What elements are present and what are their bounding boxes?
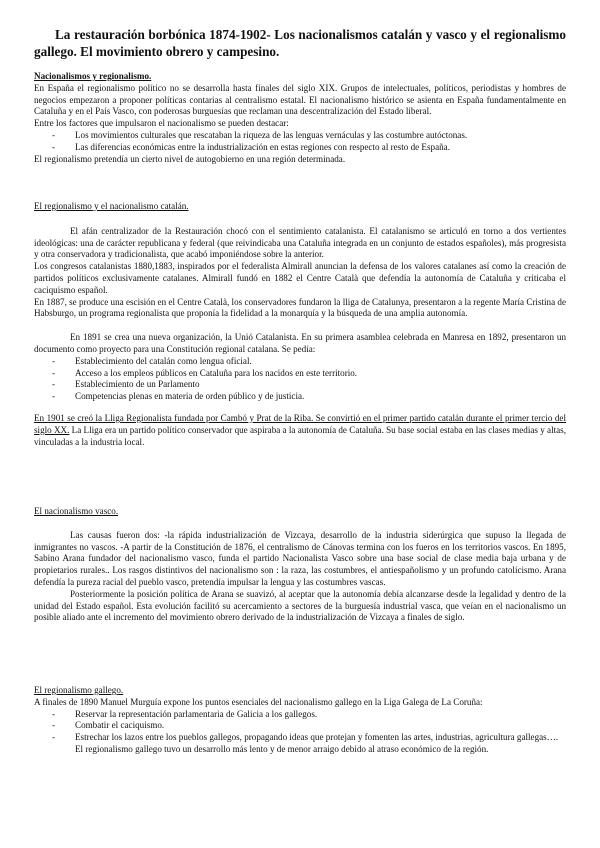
underlined-text: En 1901 se creó la Lliga Regionalista fundada por Cambó y Prat de la Riba. Se convirtió en el primer partido catalán durante el primer tercio del siglo XX. [34,412,566,435]
section-heading: El regionalismo y el nacionalismo catalán. [34,201,189,211]
list-item: - Competencias plenas en materia de orden público y de justicia. [34,391,566,403]
paragraph: En 1891 se crea una nueva organización, la Unió Catalanista. En su primera asamblea celebrada en Manresa en 1892, presentaron un documento como proyecto para una Constitución regional catalana. Se pedía: [34,332,566,354]
list-item: - Reservar la representación parlamentaria de Galicia a los gallegos. [34,709,566,721]
paragraph: El afán centralizador de la Restauración chocó con el sentimiento catalanista. El catalanismo se articuló en torno a dos vertientes ideológicas: una de carácter republicana y federal (que reivindicaba una Cataluña integrada en un conjunto de estados españoles), más progresista y otra conservadora y tradicionalista, que acabó imponiéndose sobre la anterior. [34,225,566,260]
paragraph [34,413,566,448]
paragraph: El regionalismo gallego tuvo un desarrollo más lento y de menor arraigo debido al atraso económico de la región. [75,743,489,754]
section-heading: Nacionalismos y regionalismo. [34,71,152,81]
section-heading: El nacionalismo vasco. [34,506,119,516]
paragraph: El regionalismo pretendía un cierto nivel de autogobierno en una región determinada. [34,153,346,164]
bullet-list [34,130,566,154]
paragraph: A finales de 1890 Manuel Murguía expone los puntos esenciales del nacionalismo gallego en la Liga Galega de La Coruña: [34,696,483,707]
list-item: - Establecimiento del catalán como lengua oficial. [34,356,566,368]
list-item: - Combatir el caciquismo. [34,720,566,732]
paragraph: Las causas fueron dos: -la rápida industrialización de Vizcaya, desarrollo de la industria siderúrgica que supuso la llegada de inmigrantes no vascos. -A partir de la Constitución de 1876, el centralismo de Cánovas termina con los fueros en los territorios vascos. En 1895, Sabino Arana fundador del nacionalismo vasco, funda el partido Nacionalista Vasco sobre una base social de clase media baja urbana y de propietarios rurales.. Los rasgos distintivos del nacionalismo son : la raza, las costumbres, el antiespañolismo y un profundo catolicismo. Arana defendía la pureza racial del pueblo vasco, pretendía impulsar la lengua y las costumbres vascas. [34,529,566,587]
paragraph: En 1887, se produce una escisión en el Centre Català, los conservadores fundaron la lliga de Catalunya, presentaron a la regente María Cristina de Habsburgo, un programa regionalista que proponía la fidelidad a la monarquía y la búsqueda de una amplia autonomía. [34,296,566,319]
list-item: - Los movimientos culturales que rescataban la riqueza de las lenguas vernáculas y las costumbre autóctonas. [34,130,566,142]
list-item: - Establecimiento de un Parlamento [34,379,566,391]
list-item: - Estrechar los lazos entre los pueblos gallegos, propagando ideas que protejan y fomenten las artes, industrias, agricultura gallegas…. [34,732,566,744]
paragraph: Entre los factores que impulsaron el nacionalismo se pueden destacar: [34,118,289,129]
bullet-list [34,356,566,403]
section-catalan [34,201,566,448]
section-gallego [34,685,566,756]
document-title: La restauración borbónica 1874-1902- Los nacionalismos catalán y vasco y el regionalismo gallego. El movimiento obrero y campesino. [34,27,566,59]
paragraph-text: La Lliga era un partido político conservador que aspiraba a la autonomía de Cataluña. Su base social estaba en las clases medias y altas, vinculadas a la industria local. [34,424,566,447]
section-vasco [34,506,566,624]
bullet-list [34,709,566,744]
paragraph: Los congresos catalanistas 1880,1883, inspirados por el federalista Almirall anuncian la defensa de los valores catalanes así como la creación de partidos políticos exclusivamente catalanes. Almirall fundó en 1882 el Centre Català que defendía la autonomía de Cataluña y criticaba el caciquismo español. [34,261,566,295]
list-item: - Las diferencias económicas entre la industrialización en estas regiones con respecto al resto de España. [34,142,566,154]
list-item: - Acceso a los empleos públicos en Cataluña para los nacidos en este territorio. [34,368,566,380]
section-nacionalismos [34,71,566,165]
section-heading: El regionalismo gallego. [34,685,124,695]
paragraph: En España el regionalismo político no se desarrolla hasta finales del siglo XIX. Grupos de intelectuales, políticos, periodistas y hombres de negocios empezaron a proponer políticas contarias al centralismo estatal. El nacionalismo histórico se asienta en España fundamentalmente en Cataluña y en el País Vasco, con poderosas burguesías que reclaman una descentralización del Estado liberal. [34,82,566,117]
paragraph: Posteriormente la posición política de Arana se suavizó, al aceptar que la autonomía debía alcanzarse desde la legalidad y dentro de la unidad del Estado español. Esta evolución facilitó su acercamiento a sectores de la burguesía industrial vasca, que veían en el nacionalismo un posible aliado ante el incremento del movimiento obrero derivado de la industrialización de Vizcaya a finales de siglo. [34,588,566,623]
